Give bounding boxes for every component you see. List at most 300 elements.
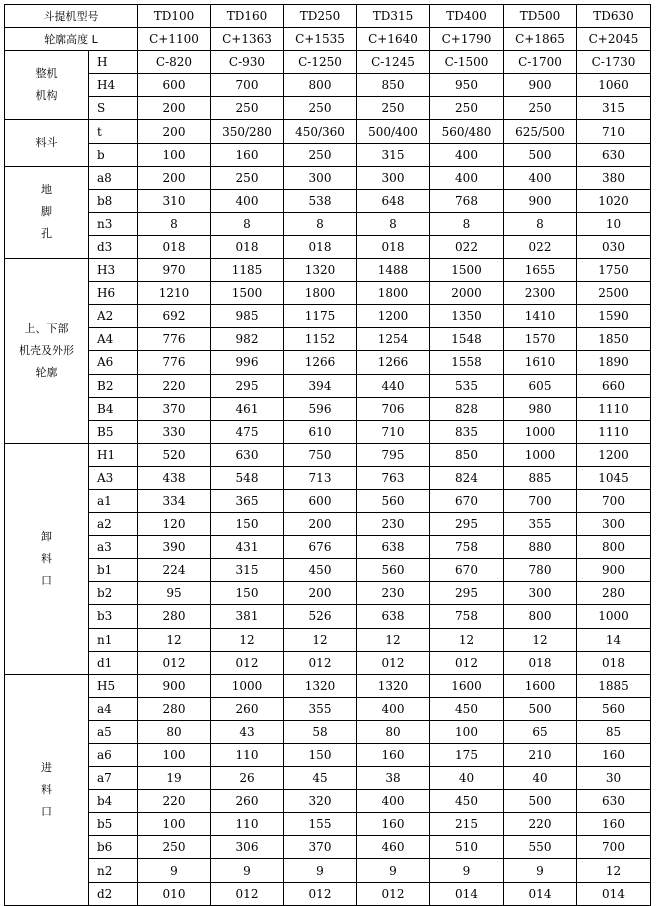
param-cell: b5 <box>89 813 138 836</box>
value-cell: 380 <box>577 166 651 189</box>
param-cell: b2 <box>89 582 138 605</box>
group-label-line: 地 <box>41 183 52 197</box>
value-cell: 155 <box>284 813 357 836</box>
value-cell: 8 <box>430 212 504 235</box>
table-row <box>5 97 651 120</box>
model-cell: TD500 <box>504 5 577 28</box>
value-cell: 200 <box>138 166 211 189</box>
value-cell: 1020 <box>577 189 651 212</box>
value-cell: 9 <box>357 859 430 882</box>
table-body <box>5 5 651 906</box>
value-cell: 510 <box>430 836 504 859</box>
value-cell: 315 <box>577 97 651 120</box>
param-cell: H <box>89 51 138 74</box>
value-cell: 800 <box>504 605 577 628</box>
param-cell: B4 <box>89 397 138 420</box>
value-cell: 12 <box>504 628 577 651</box>
value-cell: 692 <box>138 305 211 328</box>
value-cell: 012 <box>211 882 284 905</box>
value-cell: 12 <box>211 628 284 651</box>
group-label <box>5 674 89 905</box>
value-cell: 370 <box>284 836 357 859</box>
value-cell: 1266 <box>357 351 430 374</box>
value-cell: 758 <box>430 536 504 559</box>
value-cell: 1000 <box>504 420 577 443</box>
value-cell: 160 <box>577 813 651 836</box>
height-label: 轮廓高度 L <box>5 28 138 51</box>
table-row <box>5 420 651 443</box>
value-cell: 1890 <box>577 351 651 374</box>
value-cell: 200 <box>138 97 211 120</box>
value-cell: 1350 <box>430 305 504 328</box>
value-cell: 758 <box>430 605 504 628</box>
model-cell: TD250 <box>284 5 357 28</box>
value-cell: 100 <box>138 143 211 166</box>
value-cell: 160 <box>577 744 651 767</box>
value-cell: 8 <box>211 212 284 235</box>
value-cell: 200 <box>284 582 357 605</box>
param-cell: b6 <box>89 836 138 859</box>
value-cell: 1600 <box>504 674 577 697</box>
value-cell: 215 <box>430 813 504 836</box>
value-cell: 400 <box>430 143 504 166</box>
value-cell: 400 <box>211 189 284 212</box>
group-label-line: 脚 <box>41 205 52 219</box>
value-cell: 780 <box>504 559 577 582</box>
group-label-line: 机构 <box>35 89 58 103</box>
model-cell: TD630 <box>577 5 651 28</box>
value-cell: 1266 <box>284 351 357 374</box>
group-label-line: 口 <box>41 573 52 587</box>
value-cell: 1320 <box>284 259 357 282</box>
value-cell: 8 <box>284 212 357 235</box>
value-cell: 80 <box>357 720 430 743</box>
value-cell: 630 <box>211 443 284 466</box>
value-cell: C-1700 <box>504 51 577 74</box>
model-cell: TD315 <box>357 5 430 28</box>
value-cell: 310 <box>138 189 211 212</box>
param-cell: a4 <box>89 697 138 720</box>
height-cell: C+1865 <box>504 28 577 51</box>
value-cell: 1558 <box>430 351 504 374</box>
value-cell: 300 <box>504 582 577 605</box>
group-label-line: 料 <box>41 551 52 565</box>
table-row <box>5 651 651 674</box>
table-row <box>5 397 651 420</box>
group-label-line: 料 <box>41 782 52 796</box>
value-cell: 295 <box>211 374 284 397</box>
value-cell: 250 <box>211 166 284 189</box>
group-label <box>5 120 89 166</box>
value-cell: 1000 <box>504 443 577 466</box>
value-cell: 500/400 <box>357 120 430 143</box>
value-cell: 500 <box>504 790 577 813</box>
elevator-dimension-table <box>4 4 651 906</box>
group-label-line: 整机 <box>35 67 58 81</box>
param-cell: d2 <box>89 882 138 905</box>
value-cell: 1200 <box>357 305 430 328</box>
group-label-line: 料斗 <box>35 136 58 150</box>
value-cell: 018 <box>211 235 284 258</box>
value-cell: 40 <box>504 767 577 790</box>
value-cell: 1000 <box>577 605 651 628</box>
value-cell: 250 <box>284 143 357 166</box>
table-row <box>5 328 651 351</box>
value-cell: 440 <box>357 374 430 397</box>
group-label <box>5 51 89 120</box>
value-cell: 381 <box>211 605 284 628</box>
value-cell: 1410 <box>504 305 577 328</box>
value-cell: 12 <box>357 628 430 651</box>
value-cell: 390 <box>138 536 211 559</box>
value-cell: 8 <box>504 212 577 235</box>
param-cell: a7 <box>89 767 138 790</box>
value-cell: 12 <box>577 859 651 882</box>
value-cell: 40 <box>430 767 504 790</box>
value-cell: 330 <box>138 420 211 443</box>
param-cell: a3 <box>89 536 138 559</box>
table-row <box>5 120 651 143</box>
param-cell: a1 <box>89 489 138 512</box>
value-cell: 394 <box>284 374 357 397</box>
value-cell: 660 <box>577 374 651 397</box>
group-label <box>5 443 89 674</box>
table-row <box>5 720 651 743</box>
value-cell: 200 <box>284 513 357 536</box>
value-cell: C-1730 <box>577 51 651 74</box>
value-cell: 018 <box>357 235 430 258</box>
value-cell: 8 <box>138 212 211 235</box>
group-label-line: 口 <box>41 804 52 818</box>
table-row <box>5 513 651 536</box>
param-cell: t <box>89 120 138 143</box>
value-cell: 880 <box>504 536 577 559</box>
value-cell: 014 <box>430 882 504 905</box>
value-cell: 58 <box>284 720 357 743</box>
value-cell: 548 <box>211 466 284 489</box>
value-cell: 9 <box>430 859 504 882</box>
model-cell: TD100 <box>138 5 211 28</box>
value-cell: 280 <box>577 582 651 605</box>
table-row <box>5 51 651 74</box>
value-cell: 14 <box>577 628 651 651</box>
value-cell: 014 <box>504 882 577 905</box>
value-cell: C-1250 <box>284 51 357 74</box>
header-row-model <box>5 5 651 28</box>
value-cell: 1152 <box>284 328 357 351</box>
value-cell: 475 <box>211 420 284 443</box>
value-cell: 1548 <box>430 328 504 351</box>
value-cell: C-820 <box>138 51 211 74</box>
value-cell: 560 <box>357 489 430 512</box>
value-cell: 1488 <box>357 259 430 282</box>
table-row <box>5 628 651 651</box>
value-cell: 022 <box>430 235 504 258</box>
value-cell: C-1500 <box>430 51 504 74</box>
value-cell: 1800 <box>357 282 430 305</box>
param-cell: a6 <box>89 744 138 767</box>
value-cell: 596 <box>284 397 357 420</box>
value-cell: 776 <box>138 351 211 374</box>
value-cell: 320 <box>284 790 357 813</box>
value-cell: 224 <box>138 559 211 582</box>
value-cell: 970 <box>138 259 211 282</box>
value-cell: 800 <box>284 74 357 97</box>
param-cell: a5 <box>89 720 138 743</box>
value-cell: 9 <box>284 859 357 882</box>
header-row-height <box>5 28 651 51</box>
value-cell: 355 <box>284 697 357 720</box>
value-cell: 9 <box>211 859 284 882</box>
value-cell: 1210 <box>138 282 211 305</box>
value-cell: 1850 <box>577 328 651 351</box>
value-cell: 763 <box>357 466 430 489</box>
value-cell: 9 <box>504 859 577 882</box>
table-row <box>5 767 651 790</box>
value-cell: 018 <box>138 235 211 258</box>
value-cell: 450 <box>284 559 357 582</box>
value-cell: 676 <box>284 536 357 559</box>
value-cell: 850 <box>357 74 430 97</box>
value-cell: 431 <box>211 536 284 559</box>
param-cell: a2 <box>89 513 138 536</box>
value-cell: 638 <box>357 536 430 559</box>
value-cell: 1750 <box>577 259 651 282</box>
param-cell: H5 <box>89 674 138 697</box>
table-row <box>5 351 651 374</box>
table-row <box>5 744 651 767</box>
model-cell: TD400 <box>430 5 504 28</box>
value-cell: 110 <box>211 744 284 767</box>
value-cell: 1885 <box>577 674 651 697</box>
value-cell: 625/500 <box>504 120 577 143</box>
value-cell: 535 <box>430 374 504 397</box>
value-cell: 80 <box>138 720 211 743</box>
value-cell: 800 <box>577 536 651 559</box>
value-cell: 306 <box>211 836 284 859</box>
param-cell: A2 <box>89 305 138 328</box>
table-row <box>5 489 651 512</box>
value-cell: 850 <box>430 443 504 466</box>
table-row <box>5 282 651 305</box>
value-cell: 250 <box>357 97 430 120</box>
value-cell: 175 <box>430 744 504 767</box>
param-cell: b <box>89 143 138 166</box>
value-cell: 460 <box>357 836 430 859</box>
group-label-line: 机壳及外形 <box>19 343 74 357</box>
value-cell: 670 <box>430 559 504 582</box>
value-cell: 220 <box>504 813 577 836</box>
value-cell: 19 <box>138 767 211 790</box>
value-cell: 280 <box>138 697 211 720</box>
value-cell: 900 <box>504 74 577 97</box>
value-cell: 295 <box>430 582 504 605</box>
value-cell: 250 <box>284 97 357 120</box>
value-cell: 022 <box>504 235 577 258</box>
value-cell: 10 <box>577 212 651 235</box>
table-row <box>5 536 651 559</box>
value-cell: 982 <box>211 328 284 351</box>
value-cell: 706 <box>357 397 430 420</box>
value-cell: 280 <box>138 605 211 628</box>
param-cell: B2 <box>89 374 138 397</box>
value-cell: 1570 <box>504 328 577 351</box>
value-cell: 300 <box>357 166 430 189</box>
value-cell: 700 <box>577 489 651 512</box>
value-cell: 2500 <box>577 282 651 305</box>
param-cell: n2 <box>89 859 138 882</box>
value-cell: 1320 <box>357 674 430 697</box>
table-row <box>5 466 651 489</box>
height-cell: C+1790 <box>430 28 504 51</box>
group-label <box>5 166 89 258</box>
value-cell: 220 <box>138 374 211 397</box>
value-cell: 610 <box>284 420 357 443</box>
model-cell: TD160 <box>211 5 284 28</box>
param-cell: H6 <box>89 282 138 305</box>
value-cell: 461 <box>211 397 284 420</box>
param-cell: b3 <box>89 605 138 628</box>
value-cell: 1185 <box>211 259 284 282</box>
value-cell: 700 <box>504 489 577 512</box>
group-label-line: 进 <box>41 760 52 774</box>
value-cell: 795 <box>357 443 430 466</box>
value-cell: 334 <box>138 489 211 512</box>
value-cell: C-930 <box>211 51 284 74</box>
table-row <box>5 443 651 466</box>
value-cell: 710 <box>357 420 430 443</box>
value-cell: 160 <box>357 813 430 836</box>
value-cell: 996 <box>211 351 284 374</box>
value-cell: 018 <box>577 651 651 674</box>
value-cell: C-1245 <box>357 51 430 74</box>
value-cell: 538 <box>284 189 357 212</box>
value-cell: 1110 <box>577 397 651 420</box>
value-cell: 1500 <box>211 282 284 305</box>
value-cell: 160 <box>357 744 430 767</box>
param-cell: H4 <box>89 74 138 97</box>
value-cell: 438 <box>138 466 211 489</box>
value-cell: 100 <box>138 744 211 767</box>
height-cell: C+2045 <box>577 28 651 51</box>
value-cell: 550 <box>504 836 577 859</box>
value-cell: 012 <box>357 651 430 674</box>
value-cell: 45 <box>284 767 357 790</box>
table-row <box>5 559 651 582</box>
value-cell: 012 <box>430 651 504 674</box>
value-cell: 250 <box>211 97 284 120</box>
value-cell: 1000 <box>211 674 284 697</box>
value-cell: 400 <box>504 166 577 189</box>
value-cell: 1110 <box>577 420 651 443</box>
height-cell: C+1363 <box>211 28 284 51</box>
value-cell: 160 <box>211 143 284 166</box>
table-row <box>5 836 651 859</box>
value-cell: 648 <box>357 189 430 212</box>
value-cell: 315 <box>211 559 284 582</box>
value-cell: 230 <box>357 582 430 605</box>
value-cell: 012 <box>357 882 430 905</box>
value-cell: 355 <box>504 513 577 536</box>
table-row <box>5 582 651 605</box>
model-label: 斗提机型号 <box>5 5 138 28</box>
table-row <box>5 697 651 720</box>
value-cell: 560/480 <box>430 120 504 143</box>
value-cell: 260 <box>211 790 284 813</box>
value-cell: 526 <box>284 605 357 628</box>
value-cell: 012 <box>284 651 357 674</box>
value-cell: 1800 <box>284 282 357 305</box>
value-cell: 638 <box>357 605 430 628</box>
value-cell: 400 <box>357 790 430 813</box>
value-cell: 605 <box>504 374 577 397</box>
value-cell: 150 <box>284 744 357 767</box>
value-cell: 1200 <box>577 443 651 466</box>
value-cell: 95 <box>138 582 211 605</box>
value-cell: 835 <box>430 420 504 443</box>
value-cell: 9 <box>138 859 211 882</box>
value-cell: 250 <box>504 97 577 120</box>
value-cell: 65 <box>504 720 577 743</box>
value-cell: 2000 <box>430 282 504 305</box>
param-cell: b4 <box>89 790 138 813</box>
value-cell: 2300 <box>504 282 577 305</box>
value-cell: 1655 <box>504 259 577 282</box>
height-cell: C+1640 <box>357 28 430 51</box>
value-cell: 824 <box>430 466 504 489</box>
value-cell: 012 <box>211 651 284 674</box>
value-cell: 710 <box>577 120 651 143</box>
value-cell: 018 <box>284 235 357 258</box>
value-cell: 370 <box>138 397 211 420</box>
value-cell: 630 <box>577 143 651 166</box>
value-cell: 012 <box>284 882 357 905</box>
value-cell: 1060 <box>577 74 651 97</box>
value-cell: 450 <box>430 790 504 813</box>
value-cell: 30 <box>577 767 651 790</box>
value-cell: 900 <box>138 674 211 697</box>
table-row <box>5 143 651 166</box>
value-cell: 600 <box>138 74 211 97</box>
param-cell: n3 <box>89 212 138 235</box>
value-cell: 500 <box>504 143 577 166</box>
value-cell: 1590 <box>577 305 651 328</box>
value-cell: 700 <box>577 836 651 859</box>
value-cell: 250 <box>138 836 211 859</box>
value-cell: 150 <box>211 582 284 605</box>
value-cell: 230 <box>357 513 430 536</box>
table-row <box>5 189 651 212</box>
value-cell: 26 <box>211 767 284 790</box>
table-row <box>5 674 651 697</box>
value-cell: 450/360 <box>284 120 357 143</box>
param-cell: n1 <box>89 628 138 651</box>
value-cell: 900 <box>504 189 577 212</box>
table-row <box>5 305 651 328</box>
value-cell: 12 <box>138 628 211 651</box>
param-cell: S <box>89 97 138 120</box>
value-cell: 520 <box>138 443 211 466</box>
value-cell: 300 <box>284 166 357 189</box>
height-cell: C+1535 <box>284 28 357 51</box>
table-row <box>5 259 651 282</box>
value-cell: 200 <box>138 120 211 143</box>
value-cell: 12 <box>430 628 504 651</box>
value-cell: 985 <box>211 305 284 328</box>
value-cell: 1175 <box>284 305 357 328</box>
value-cell: 030 <box>577 235 651 258</box>
table-row <box>5 374 651 397</box>
